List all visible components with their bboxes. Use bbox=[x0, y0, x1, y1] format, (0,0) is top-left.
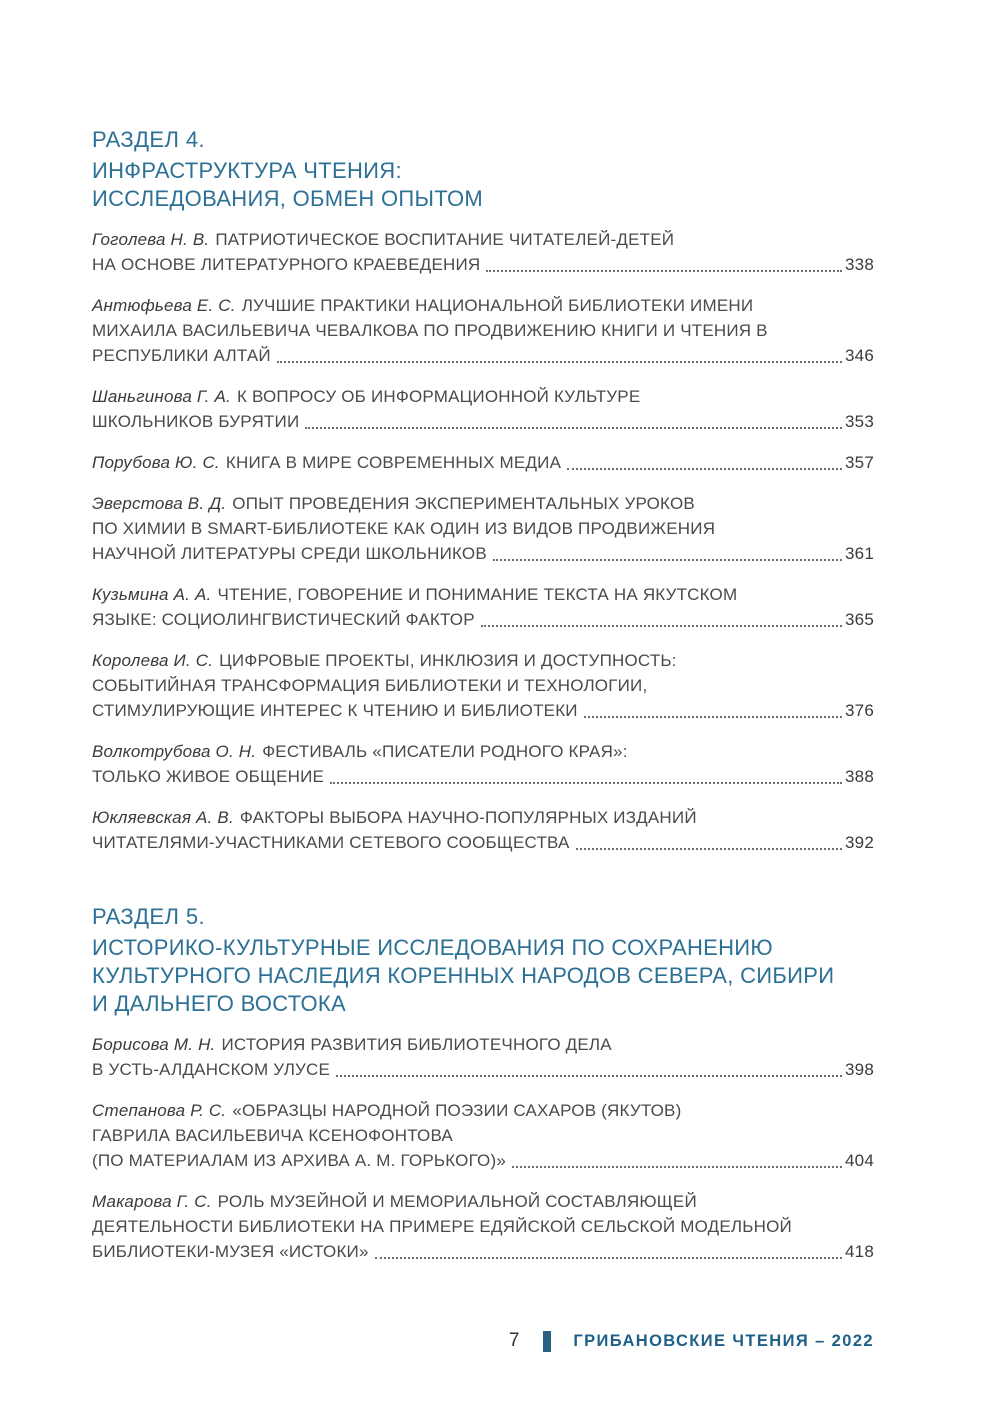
toc-entry-author: Антюфьева Е. С. bbox=[92, 296, 236, 315]
toc-entry bbox=[92, 491, 874, 566]
toc-entry-title: ЧТЕНИЕ, ГОВОРЕНИЕ И ПОНИМАНИЕ ТЕКСТА НА ЯКУТСКОМ bbox=[217, 585, 738, 604]
section-4 bbox=[92, 126, 874, 855]
toc-entry-page: 392 bbox=[845, 833, 874, 852]
toc-entry bbox=[92, 739, 874, 789]
toc-entry-page: 338 bbox=[845, 255, 874, 274]
dot-leader bbox=[512, 1166, 842, 1168]
toc-entry-page: 353 bbox=[845, 412, 874, 431]
toc-entry bbox=[92, 1098, 874, 1173]
toc-entry-title: ЛУЧШИЕ ПРАКТИКИ НАЦИОНАЛЬНОЙ БИБЛИОТЕКИ ИМЕНИ bbox=[241, 296, 754, 315]
toc-entry-title: НА ОСНОВЕ ЛИТЕРАТУРНОГО КРАЕВЕДЕНИЯ bbox=[92, 255, 481, 274]
toc-entry-title: НАУЧНОЙ ЛИТЕРАТУРЫ СРЕДИ ШКОЛЬНИКОВ bbox=[92, 544, 487, 563]
footer-book-title: ГРИБАНОВСКИЕ ЧТЕНИЯ – 2022 bbox=[573, 1331, 874, 1350]
toc-entry-page: 404 bbox=[845, 1151, 874, 1170]
section-title-line: ИСТОРИКО-КУЛЬТУРНЫЕ ИССЛЕДОВАНИЯ ПО СОХРАНЕНИЮ bbox=[92, 935, 773, 960]
dot-leader bbox=[481, 625, 842, 627]
toc-entry-page: 357 bbox=[845, 453, 874, 472]
dot-leader bbox=[486, 270, 842, 272]
toc-entry-page: 376 bbox=[845, 701, 874, 720]
toc-entry-title: К ВОПРОСУ ОБ ИНФОРМАЦИОННОЙ КУЛЬТУРЕ bbox=[236, 387, 641, 406]
toc-entry-author: Эверстова В. Д. bbox=[92, 494, 227, 513]
toc-entry-line bbox=[92, 830, 874, 855]
toc-entry-line bbox=[92, 343, 874, 368]
toc-entry-line bbox=[92, 764, 874, 789]
toc-entry-author: Юкляевская А. В. bbox=[92, 808, 234, 827]
toc-entry-title: ЧИТАТЕЛЯМИ-УЧАСТНИКАМИ СЕТЕВОГО СООБЩЕСТВА bbox=[92, 833, 570, 852]
section-title-line: ИССЛЕДОВАНИЯ, ОБМЕН ОПЫТОМ bbox=[92, 186, 484, 211]
toc-entry-line bbox=[92, 252, 874, 277]
toc-entry-author: Макарова Г. С. bbox=[92, 1192, 212, 1211]
toc-entry-line bbox=[92, 1148, 874, 1173]
toc-entry-line bbox=[92, 1239, 874, 1264]
toc-entry-title: ЦИФРОВЫЕ ПРОЕКТЫ, ИНКЛЮЗИЯ И ДОСТУПНОСТЬ: bbox=[219, 651, 677, 670]
toc-entry-line bbox=[92, 450, 874, 475]
toc-entry-title: КНИГА В МИРЕ СОВРЕМЕННЫХ МЕДИА bbox=[225, 453, 562, 472]
dot-leader bbox=[330, 782, 842, 784]
toc-entry-title: ФЕСТИВАЛЬ «ПИСАТЕЛИ РОДНОГО КРАЯ»: bbox=[262, 742, 628, 761]
toc-entry-line bbox=[92, 739, 874, 764]
dot-leader bbox=[584, 716, 842, 718]
toc-entry-title: РЕСПУБЛИКИ АЛТАЙ bbox=[92, 346, 271, 365]
toc-entry-title: ЯЗЫКЕ: СОЦИОЛИНГВИСТИЧЕСКИЙ ФАКТОР bbox=[92, 610, 475, 629]
toc-entry-line bbox=[92, 491, 874, 516]
dot-leader bbox=[305, 427, 842, 429]
footer-separator-bar bbox=[543, 1331, 551, 1352]
toc-entry-page: 398 bbox=[845, 1060, 874, 1079]
toc-entry bbox=[92, 227, 874, 277]
dot-leader bbox=[336, 1075, 842, 1077]
toc-entry-title: МИХАИЛА ВАСИЛЬЕВИЧА ЧЕВАЛКОВА ПО ПРОДВИЖЕНИЮ КНИГИ И ЧТЕНИЯ В bbox=[92, 321, 768, 340]
section-title-line: ИНФРАСТРУКТУРА ЧТЕНИЯ: bbox=[92, 158, 402, 183]
toc-entry-line bbox=[92, 805, 874, 830]
toc-entry-title: «ОБРАЗЦЫ НАРОДНОЙ ПОЭЗИИ САХАРОВ (ЯКУТОВ) bbox=[232, 1101, 682, 1120]
page-footer bbox=[509, 1330, 874, 1352]
toc-page bbox=[92, 126, 874, 1280]
toc-entry-title: ИСТОРИЯ РАЗВИТИЯ БИБЛИОТЕЧНОГО ДЕЛА bbox=[221, 1035, 612, 1054]
toc-entry-title: ДЕЯТЕЛЬНОСТИ БИБЛИОТЕКИ НА ПРИМЕРЕ ЕДЯЙСКОЙ СЕЛЬСКОЙ МОДЕЛЬНОЙ bbox=[92, 1217, 792, 1236]
toc-entry-title: РОЛЬ МУЗЕЙНОЙ И МЕМОРИАЛЬНОЙ СОСТАВЛЯЮЩЕЙ bbox=[217, 1192, 697, 1211]
toc-entry bbox=[92, 1032, 874, 1082]
section-5 bbox=[92, 903, 874, 1264]
toc-entry-author: Степанова Р. С. bbox=[92, 1101, 227, 1120]
section-title bbox=[92, 934, 874, 1018]
toc-entry-title: ТОЛЬКО ЖИВОЕ ОБЩЕНИЕ bbox=[92, 767, 325, 786]
toc-entry-line bbox=[92, 409, 874, 434]
toc-entry-line bbox=[92, 1032, 874, 1057]
toc-entry-page: 346 bbox=[845, 346, 874, 365]
dot-leader bbox=[493, 559, 842, 561]
toc-entry bbox=[92, 293, 874, 368]
toc-entry-line bbox=[92, 227, 874, 252]
toc-entry bbox=[92, 805, 874, 855]
toc-entry-line bbox=[92, 607, 874, 632]
toc-entry-title: ГАВРИЛА ВАСИЛЬЕВИЧА КСЕНОФОНТОВА bbox=[92, 1126, 453, 1145]
toc-entry-title: БИБЛИОТЕКИ-МУЗЕЯ «ИСТОКИ» bbox=[92, 1242, 369, 1261]
dot-leader bbox=[567, 468, 842, 470]
toc-entry-title: В УСТЬ-АЛДАНСКОМ УЛУСЕ bbox=[92, 1060, 331, 1079]
section-title bbox=[92, 157, 874, 213]
toc-entry bbox=[92, 1189, 874, 1264]
toc-entry-line bbox=[92, 673, 874, 698]
toc-entry-line bbox=[92, 318, 874, 343]
toc-entry-author: Порубова Ю. С. bbox=[92, 453, 220, 472]
toc-entry-line bbox=[92, 516, 874, 541]
toc-entry-title: ШКОЛЬНИКОВ БУРЯТИИ bbox=[92, 412, 300, 431]
toc-entry-page: 361 bbox=[845, 544, 874, 563]
toc-entry-title: СТИМУЛИРУЮЩИЕ ИНТЕРЕС К ЧТЕНИЮ И БИБЛИОТЕКИ bbox=[92, 701, 578, 720]
toc-entry-author: Гоголева Н. В. bbox=[92, 230, 210, 249]
toc-entry-line bbox=[92, 1214, 874, 1239]
toc-entry-line bbox=[92, 293, 874, 318]
section-label: РАЗДЕЛ 4. bbox=[92, 127, 205, 152]
toc-entry-line bbox=[92, 384, 874, 409]
toc-entry-author: Кузьмина А. А. bbox=[92, 585, 212, 604]
section-title-line: КУЛЬТУРНОГО НАСЛЕДИЯ КОРЕННЫХ НАРОДОВ СЕВЕРА, СИБИРИ bbox=[92, 963, 835, 988]
toc-entry bbox=[92, 648, 874, 723]
section-title-line: И ДАЛЬНЕГО ВОСТОКА bbox=[92, 991, 346, 1016]
toc-entry-page: 365 bbox=[845, 610, 874, 629]
toc-entry-title: СОБЫТИЙНАЯ ТРАНСФОРМАЦИЯ БИБЛИОТЕКИ И ТЕХНОЛОГИИ, bbox=[92, 676, 648, 695]
dot-leader bbox=[375, 1257, 842, 1259]
toc-entry-author: Волкотрубова О. Н. bbox=[92, 742, 257, 761]
toc-entry-line bbox=[92, 541, 874, 566]
toc-entry-page: 388 bbox=[845, 767, 874, 786]
dot-leader bbox=[576, 848, 842, 850]
toc-entry-title: ФАКТОРЫ ВЫБОРА НАУЧНО-ПОПУЛЯРНЫХ ИЗДАНИЙ bbox=[239, 808, 697, 827]
toc-entry-author: Королева И. С. bbox=[92, 651, 214, 670]
dot-leader bbox=[277, 361, 842, 363]
toc-entry-line bbox=[92, 582, 874, 607]
toc-entry-line bbox=[92, 1098, 874, 1123]
toc-entry-page: 418 bbox=[845, 1242, 874, 1261]
footer-page-number: 7 bbox=[508, 1330, 520, 1351]
toc-entry-author: Борисова М. Н. bbox=[92, 1035, 216, 1054]
toc-entry-title: ОПЫТ ПРОВЕДЕНИЯ ЭКСПЕРИМЕНТАЛЬНЫХ УРОКОВ bbox=[232, 494, 695, 513]
section-label: РАЗДЕЛ 5. bbox=[92, 904, 205, 929]
toc-entry-line bbox=[92, 698, 874, 723]
toc-entry-line bbox=[92, 1123, 874, 1148]
toc-entry bbox=[92, 582, 874, 632]
toc-entry-line bbox=[92, 1189, 874, 1214]
toc-entry-author: Шаньгинова Г. А. bbox=[92, 387, 231, 406]
toc-entry bbox=[92, 450, 874, 475]
toc-entry-title: (ПО МАТЕРИАЛАМ ИЗ АРХИВА А. М. ГОРЬКОГО)» bbox=[92, 1151, 506, 1170]
toc-entry-title: ПАТРИОТИЧЕСКОЕ ВОСПИТАНИЕ ЧИТАТЕЛЕЙ-ДЕТЕЙ bbox=[215, 230, 675, 249]
toc-entry-line bbox=[92, 1057, 874, 1082]
toc-entry bbox=[92, 384, 874, 434]
toc-entry-line bbox=[92, 648, 874, 673]
toc-entry-title: ПО ХИМИИ В SMART-БИБЛИОТЕКЕ КАК ОДИН ИЗ ВИДОВ ПРОДВИЖЕНИЯ bbox=[92, 519, 716, 538]
